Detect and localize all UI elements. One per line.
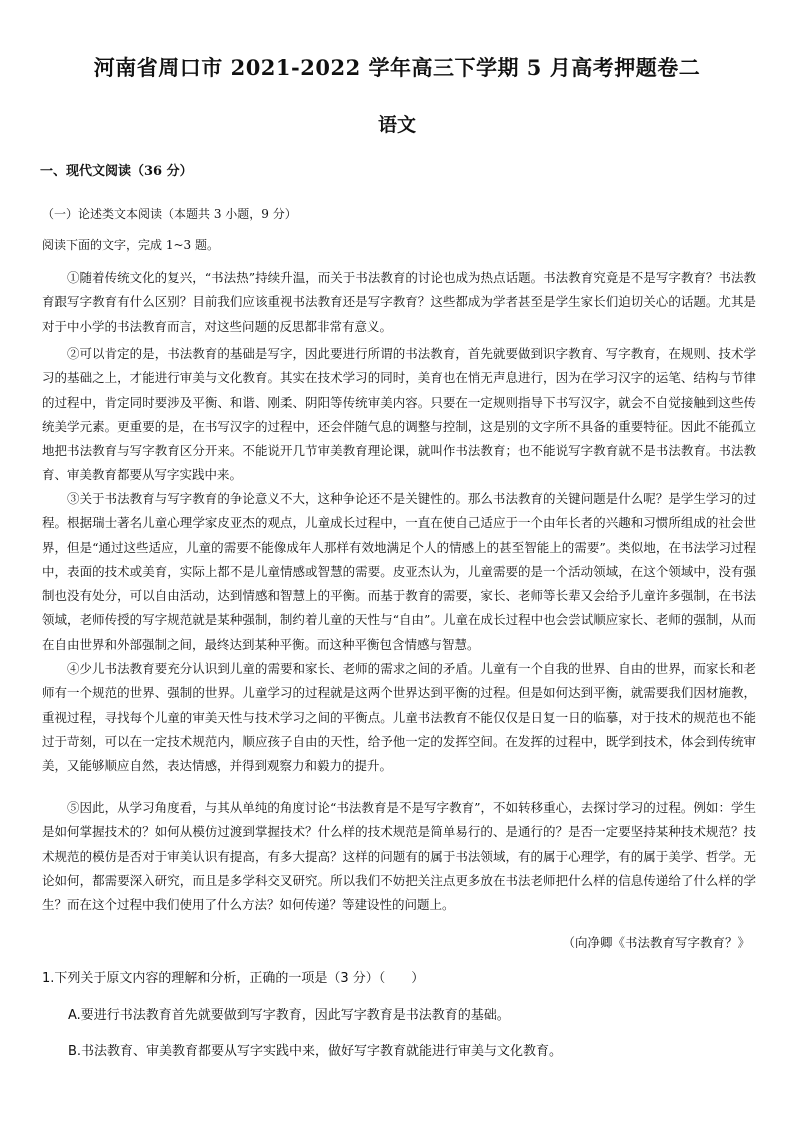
passage-paragraph-3: ③关于书法教育与写字教育的争论意义不大，这种争论还不是关键性的。那么书法教育的关键问题是什么呢？是学生学习的过程。根据瑞士著名儿童心理学家皮亚杰的观点，儿童成长过程中，一直在使自己适应于一个由年长者的兴趣和习惯所组成的社会世界，但是“通过这些适应，儿童的需要不能像成年人那样有效地满足个人的情感上的甚至智能上的需要”。类似地，在书法学习过程中，表面的技术或美育，实际上都不是儿童情感或智慧的需要。皮亚杰认为，儿童需要的是一个活动领域，在这个领域中，没有强制也没有处分，可以自由活动，达到情感和智慧上的平衡。而基于教育的需要，家长、老师等长辈又会给予儿童许多强制，在书法领域，老师传授的写字规范就是某种强制，制约着儿童的天性与“自由”。儿童在成长过程中也会尝试顺应家长、老师的强制，从而在自由世界和外部强制之间，最终达到某种平衡。而这种平衡包含情感与智慧。 [42, 491, 756, 652]
passage-paragraph-2: ②可以肯定的是，书法教育的基础是写字，因此要进行所谓的书法教育，首先就要做到识字教育、写字教育，在规则、技术学习的基础之上，才能进行审美与文化教育。其实在技术学习的同时，美育也在悄无声息进行，因为在学习汉字的运笔、结构与节律的过程中，肯定同时要涉及平衡、和谐、刚柔、阴阳等传统审美内容。只要在一定规则指导下书写汉字，就会不自觉接触到这些传统美学元素。更重要的是，在书写汉字的过程中，还会伴随气息的调整与控制，这是别的文字所不具备的重要特征。因此不能孤立地把书法教育与写字教育区分开来。不能说开几节审美教育理论课，就叫作书法教育；也不能说写字教育就不是书法教育。书法教育、审美教育都要从写字实践中来。 [42, 346, 756, 483]
passage-paragraph-5: ⑤因此，从学习角度看，与其从单纯的角度讨论“书法教育是不是写字教育”，不如转移重心，去探讨学习的过程。例如：学生是如何掌握技术的？如何从模仿过渡到掌握技术？什么样的技术规范是简单易行的、是通行的？是否一定要坚持某种技术规范？技术规范的模仿是否对于审美认识有提高，有多大提高？这样的问题有的属于书法领域，有的属于心理学，有的属于美学、哲学。无论如何，都需要深入研究，而且是多学科交叉研究。所以我们不妨把关注点更多放在书法老师把什么样的信息传递给了什么样的学生？而在这个过程中我们使用了什么方法？如何传递？等建设性的问题上。 [42, 800, 756, 913]
subsection-heading: （一）论述类文本阅读（本题共 3 小题，9 分） [42, 207, 297, 221]
passage-paragraph-1: ①随着传统文化的复兴，“书法热”持续升温，而关于书法教育的讨论也成为热点话题。书法教育究竟是不是写字教育？书法教育跟写字教育有什么区别？目前我们应该重视书法教育还是写字教育？这些都成为学者甚至是学生家长们迫切关心的话题。尤其是对于中小学的书法教育而言，对这些问题的反思都非常有意义。 [42, 270, 756, 334]
section-heading: 一、现代文阅读（36 分） [40, 164, 193, 179]
question-stem: 1.下列关于原文内容的理解和分析，正确的一项是（3 分）（ ） [42, 971, 425, 986]
reading-instruction: 阅读下面的文字，完成 1~3 题。 [42, 238, 219, 252]
option-b: B.书法教育、审美教育都要从写字实践中来，做好写字教育就能进行审美与文化教育。 [68, 1044, 563, 1059]
passage-paragraph-4: ④少儿书法教育要充分认识到儿童的需要和家长、老师的需求之间的矛盾。儿童有一个自我的世界、自由的世界，而家长和老师有一个规范的世界、强制的世界。儿童学习的过程就是这两个世界达到平衡的过程。但是如何达到平衡，就需要我们因材施教，重视过程，寻找每个儿童的审美天性与技术学习之间的平衡点。儿童书法教育不能仅仅是日复一日的临摹，对于技术的规范也不能过于苛刻，可以在一定技术规范内，顺应孩子自由的天性，给予他一定的发挥空间。在发挥的过程中，既学到技术，体会到传统审美，又能够顺应自然，表达情感，并得到观察力和毅力的提升。 [42, 661, 756, 774]
passage-source: （向净卿《书法教育写字教育？》 [562, 935, 750, 950]
option-a: A.要进行书法教育首先就要做到写字教育，因此写字教育是书法教育的基础。 [68, 1008, 510, 1023]
exam-title: 河南省周口市 2021-2022 学年高三下学期 5 月高考押题卷二 [93, 55, 701, 80]
subject-title: 语文 [377, 114, 416, 136]
